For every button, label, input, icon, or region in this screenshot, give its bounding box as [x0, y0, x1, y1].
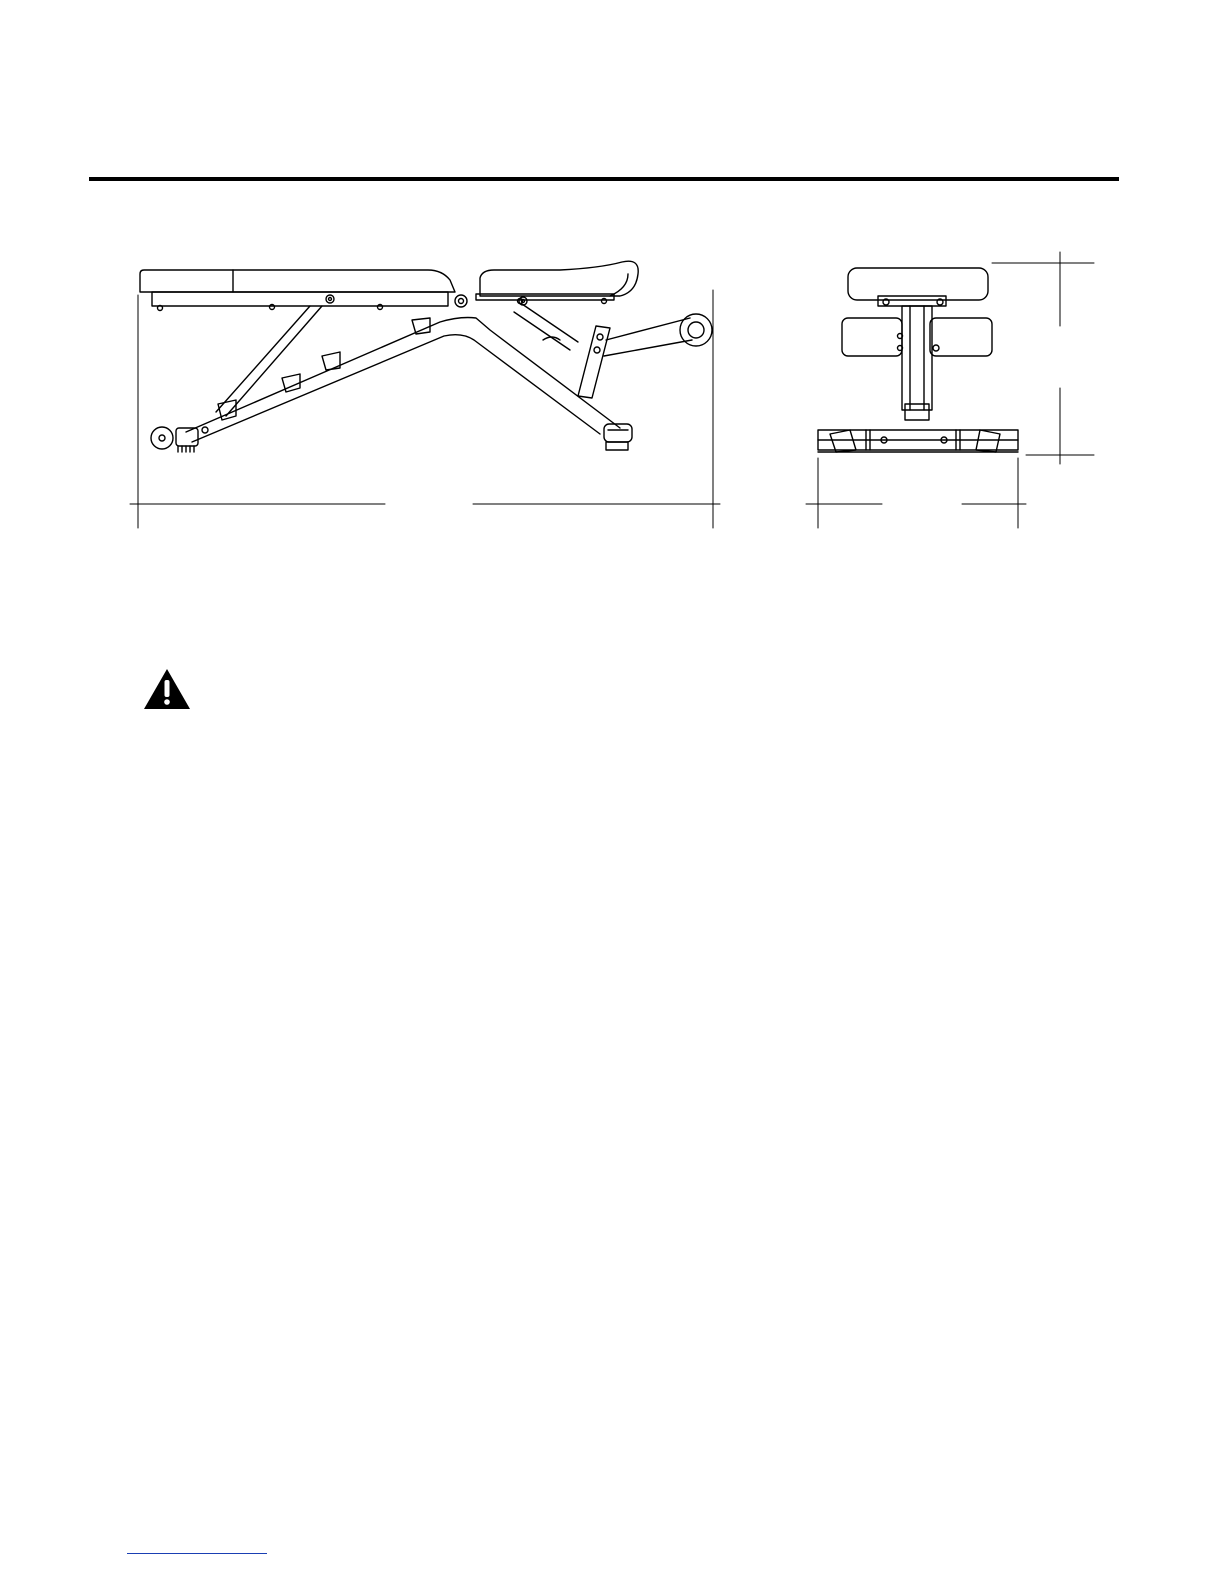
rear-wheel	[151, 427, 173, 449]
seat-plate	[152, 292, 448, 306]
end-view	[806, 252, 1094, 528]
end-column	[902, 306, 932, 410]
header-rule	[89, 177, 1119, 181]
back-plate	[476, 294, 614, 300]
hinge-pin	[455, 295, 467, 307]
leg-roller	[680, 314, 712, 346]
end-seat-pad	[848, 268, 988, 300]
seat-pad	[140, 270, 455, 292]
side-view	[130, 261, 720, 528]
back-pad	[480, 261, 638, 296]
leg-hold-post	[578, 326, 610, 398]
end-roller-left	[842, 318, 902, 356]
main-rail	[186, 318, 620, 433]
footnote-rule	[127, 1553, 267, 1554]
bench-dimension-drawing	[0, 240, 1224, 540]
warning-triangle-icon	[143, 668, 191, 710]
end-roller-right	[930, 318, 992, 356]
